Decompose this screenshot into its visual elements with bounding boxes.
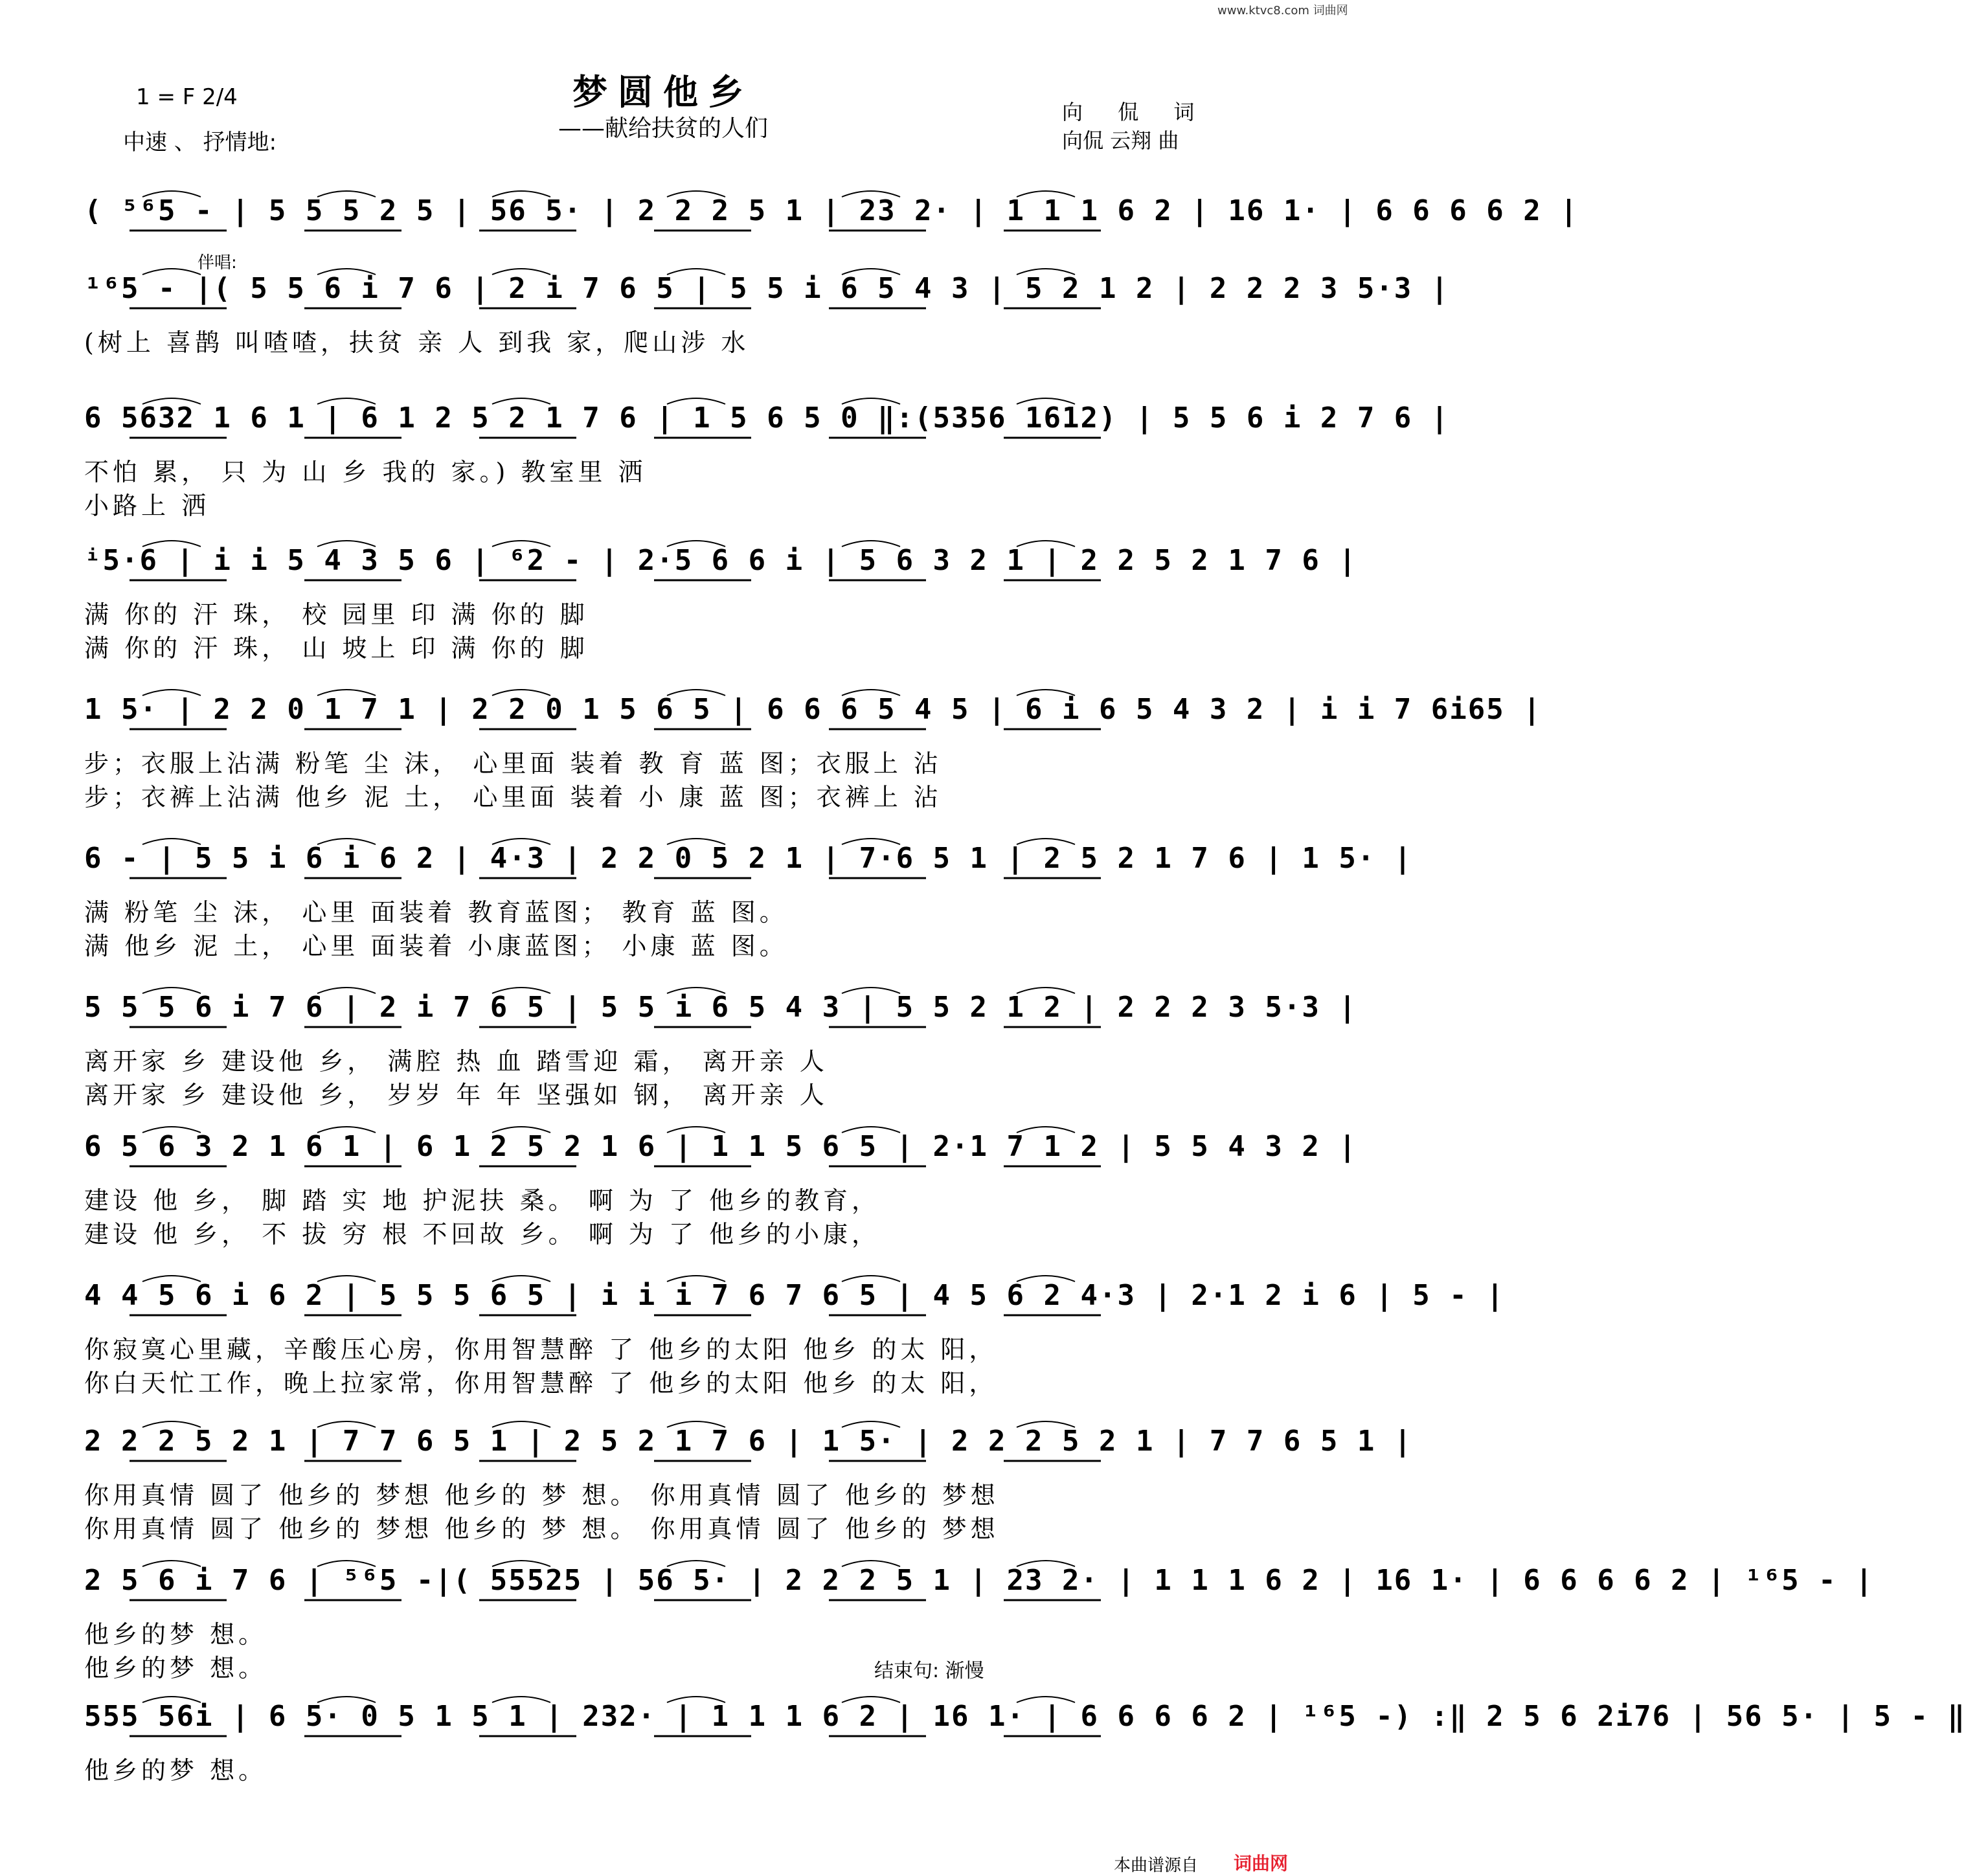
slur-mark <box>317 1421 376 1427</box>
accompany-annotation: 伴唱: <box>198 253 237 273</box>
slur-mark <box>142 1127 201 1133</box>
lyric-line: 建设 他 乡， 不 拔 穷 根 不回故 乡。 啊 为 了 他乡的小康， <box>84 1220 880 1249</box>
lyric-line: 他乡的梦 想。 <box>84 1620 267 1649</box>
score-system <box>84 1564 1874 1693</box>
notation-marks <box>84 390 1450 442</box>
lyric-line: 满 他乡 泥 土， 心里 面装着 小康蓝图； 小康 蓝 图。 <box>84 932 788 960</box>
slur-mark <box>1017 1127 1075 1133</box>
notation-marks <box>84 1413 1413 1465</box>
score-system <box>84 272 1450 401</box>
notation-marks <box>84 1118 1357 1170</box>
score-system <box>84 1700 1966 1829</box>
lyricist-credit: 向 侃 词 <box>1062 100 1209 124</box>
slur-mark <box>317 191 376 197</box>
notation-marks <box>84 1267 1505 1319</box>
notation-line: 6 5632 1 6 1 | 6 1 2 5 2 1 7 6 | 1 5 6 5 0 ‖:(5356 1612) | 5 5 6 i 2 7 6 | <box>84 401 1450 435</box>
slur-mark <box>492 269 550 275</box>
slur-mark <box>492 690 550 695</box>
score-system <box>84 1279 1505 1408</box>
lyric-line: 离开家 乡 建设他 乡， 满腔 热 血 踏雪迎 霜， 离开亲 人 <box>84 1047 828 1076</box>
score-system <box>84 544 1357 673</box>
slur-mark <box>142 1697 201 1702</box>
notation-marks <box>84 532 1357 584</box>
lyric-line: 他乡的梦 想。 <box>84 1756 267 1785</box>
notation-line: 6 5 6 3 2 1 6 1 | 6 1 2 5 2 1 6 | 1 1 5 6 5 | 2·1 7 1 2 | 5 5 4 3 2 | <box>84 1130 1357 1163</box>
key-signature: 1 = F 2/4 <box>136 84 238 110</box>
tempo-marking: 中速 、 抒情地: <box>123 130 277 155</box>
slur-mark <box>142 269 201 275</box>
score-system <box>84 842 1413 971</box>
slur-mark <box>1017 398 1075 404</box>
slur-mark <box>1017 988 1075 993</box>
notation-marks <box>84 681 1542 733</box>
slur-mark <box>492 1561 550 1566</box>
lyric-line: 步；衣服上沾满 粉笔 尘 沫， 心里面 装着 教 育 蓝 图；衣服上 沾 <box>84 749 942 778</box>
source-brand: 词曲网 <box>1234 1853 1289 1874</box>
slur-mark <box>1017 541 1075 547</box>
lyric-line: 步；衣裤上沾满 他乡 泥 土， 心里面 装着 小 康 蓝 图；衣裤上 沾 <box>84 783 942 811</box>
slur-mark <box>317 1276 376 1282</box>
lyric-line: 离开家 乡 建设他 乡， 岁岁 年 年 坚强如 钢， 离开亲 人 <box>84 1081 828 1109</box>
slur-mark <box>1017 269 1075 275</box>
notation-line: ¹⁶5 - |( 5 5 6 i 7 6 | 2 i 7 6 5 | 5 5 i 6 5 4 3 | 5 2 1 2 | 2 2 2 3 5·3 | <box>84 272 1450 305</box>
notation-line: 555 56i | 6 5· 0 5 1 5 1 | 232· | 1 1 1 6 2 | 16 1· | 6 6 6 6 2 | ¹⁶5 -) :‖ 2 5 6 2i76 | 56 5· | 5 - ‖ <box>84 1700 1966 1733</box>
slur-mark <box>1017 1421 1075 1427</box>
slur-mark <box>1017 1561 1075 1566</box>
slur-mark <box>142 988 201 993</box>
slur-mark <box>317 988 376 993</box>
slur-mark <box>667 541 725 547</box>
lyric-line: 小路上 洒 <box>84 492 210 520</box>
slur-mark <box>317 690 376 695</box>
slur-mark <box>842 541 900 547</box>
site-watermark: www.ktvc8.com 词曲网 <box>1217 4 1348 17</box>
score-system <box>84 1425 1413 1554</box>
slur-mark <box>317 269 376 275</box>
slur-mark <box>667 839 725 844</box>
slur-mark <box>842 191 900 197</box>
score-system <box>84 991 1357 1120</box>
slur-mark <box>667 269 725 275</box>
notation-line: ( ⁵⁶5 - | 5 5 5 2 5 | 56 5· | 2 2 2 5 1 | 23 2· | 1 1 1 6 2 | 16 1· | 6 6 6 6 2 | <box>84 194 1579 227</box>
lyric-line: 满 你的 汗 珠， 校 园里 印 满 你的 脚 <box>84 600 589 629</box>
slur-mark <box>667 398 725 404</box>
lyric-line: 你寂寞心里藏，辛酸压心房，你用智慧醉 了 他乡的太阳 他乡 的太 阳， <box>84 1335 998 1364</box>
slur-mark <box>1017 1276 1075 1282</box>
lyric-line: 满 你的 汗 珠， 山 坡上 印 满 你的 脚 <box>84 634 589 662</box>
slur-mark <box>1017 191 1075 197</box>
slur-mark <box>492 1697 550 1702</box>
slur-mark <box>317 1127 376 1133</box>
notation-line: 4 4 5 6 i 6 2 | 5 5 5 6 5 | i i i 7 6 7 6 5 | 4 5 6 2 4·3 | 2·1 2 i 6 | 5 - | <box>84 1279 1505 1312</box>
slur-mark <box>667 988 725 993</box>
slur-mark <box>1017 690 1075 695</box>
slur-mark <box>142 839 201 844</box>
slur-mark <box>1017 839 1075 844</box>
notation-marks <box>84 183 1579 234</box>
slur-mark <box>667 191 725 197</box>
slur-mark <box>842 988 900 993</box>
lyric-line: 不怕 累， 只 为 山 乡 我的 家。) 教室里 洒 <box>84 458 647 486</box>
score-system <box>84 693 1542 822</box>
song-subtitle: ——献给扶贫的人们 <box>558 115 768 142</box>
slur-mark <box>492 191 550 197</box>
notation-line: 2 5 6 i 7 6 | ⁵⁶5 -|( 55525 | 56 5· | 2 2 2 5 1 | 23 2· | 1 1 1 6 2 | 16 1· | 6 6 6 6 2 | ¹⁶5 - | <box>84 1564 1874 1597</box>
slur-mark <box>667 1697 725 1702</box>
slur-mark <box>842 1127 900 1133</box>
lyric-line: 建设 他 乡， 脚 踏 实 地 护泥扶 桑。 啊 为 了 他乡的教育， <box>84 1186 880 1215</box>
slur-mark <box>842 1276 900 1282</box>
slur-mark <box>317 839 376 844</box>
slur-mark <box>142 398 201 404</box>
source-label: 本曲谱源自 <box>1114 1856 1199 1875</box>
slur-mark <box>492 541 550 547</box>
slur-mark <box>142 690 201 695</box>
notation-marks <box>84 979 1357 1031</box>
slur-mark <box>492 1421 550 1427</box>
slur-mark <box>1017 1697 1075 1702</box>
slur-mark <box>667 1561 725 1566</box>
notation-marks <box>84 260 1450 312</box>
slur-mark <box>667 690 725 695</box>
slur-mark <box>317 398 376 404</box>
slur-mark <box>842 398 900 404</box>
notation-line: 1 5· | 2 2 0 1 7 1 | 2 2 0 1 5 6 5 | 6 6 6 5 4 5 | 6 i 6 5 4 3 2 | i i 7 6i65 | <box>84 693 1542 726</box>
notation-line: 6 - | 5 5 i 6 i 6 2 | 4·3 | 2 2 0 5 2 1 | 7·6 5 1 | 2 5 2 1 7 6 | 1 5· | <box>84 842 1413 875</box>
slur-mark <box>492 988 550 993</box>
lyric-line: 你用真情 圆了 他乡的 梦想 他乡的 梦 想。 你用真情 圆了 他乡的 梦想 <box>84 1481 999 1509</box>
lyric-line: (树上 喜鹊 叫喳喳，扶贫 亲 人 到我 家，爬山涉 水 <box>84 328 750 357</box>
lyric-line: 满 粉笔 尘 沫， 心里 面装着 教育蓝图； 教育 蓝 图。 <box>84 898 788 927</box>
slur-mark <box>142 541 201 547</box>
notation-line: 5 5 5 6 i 7 6 | 2 i 7 6 5 | 5 5 i 6 5 4 3 | 5 5 2 1 2 | 2 2 2 3 5·3 | <box>84 991 1357 1024</box>
slur-mark <box>667 1127 725 1133</box>
notation-marks <box>84 830 1413 882</box>
slur-mark <box>492 1276 550 1282</box>
slur-mark <box>492 839 550 844</box>
score-system <box>84 1130 1357 1260</box>
slur-mark <box>142 191 201 197</box>
notation-line: ⁱ5·6 | i i 5 4 3 5 6 | ⁶2 - | 2·5 6 6 i | 5 6 3 2 1 | 2 2 5 2 1 7 6 | <box>84 544 1357 577</box>
slur-mark <box>842 690 900 695</box>
slur-mark <box>317 1561 376 1566</box>
slur-mark <box>142 1561 201 1566</box>
slur-mark <box>142 1421 201 1427</box>
slur-mark <box>842 1561 900 1566</box>
slur-mark <box>492 398 550 404</box>
slur-mark <box>667 1276 725 1282</box>
lyric-line: 你用真情 圆了 他乡的 梦想 他乡的 梦 想。 你用真情 圆了 他乡的 梦想 <box>84 1515 999 1543</box>
lyric-line: 你白天忙工作，晚上拉家常，你用智慧醉 了 他乡的太阳 他乡 的太 阳， <box>84 1369 998 1397</box>
notation-marks <box>84 1688 1966 1740</box>
slur-mark <box>317 1697 376 1702</box>
composer-credit: 向侃 云翔 曲 <box>1062 128 1179 153</box>
score-system <box>84 401 1450 531</box>
slur-mark <box>142 1276 201 1282</box>
slur-mark <box>667 1421 725 1427</box>
notation-marks <box>84 1552 1874 1604</box>
slur-mark <box>842 1421 900 1427</box>
lyric-line: 他乡的梦 想。 <box>84 1654 267 1682</box>
slur-mark <box>842 1697 900 1702</box>
notation-line: 2 2 2 5 2 1 | 7 7 6 5 1 | 2 5 2 1 7 6 | 1 5· | 2 2 2 5 2 1 | 7 7 6 5 1 | <box>84 1425 1413 1458</box>
slur-mark <box>842 839 900 844</box>
ending-annotation: 结束句: 渐慢 <box>874 1660 984 1682</box>
song-title: 梦圆他乡 <box>572 72 754 113</box>
slur-mark <box>317 541 376 547</box>
slur-mark <box>492 1127 550 1133</box>
slur-mark <box>842 269 900 275</box>
